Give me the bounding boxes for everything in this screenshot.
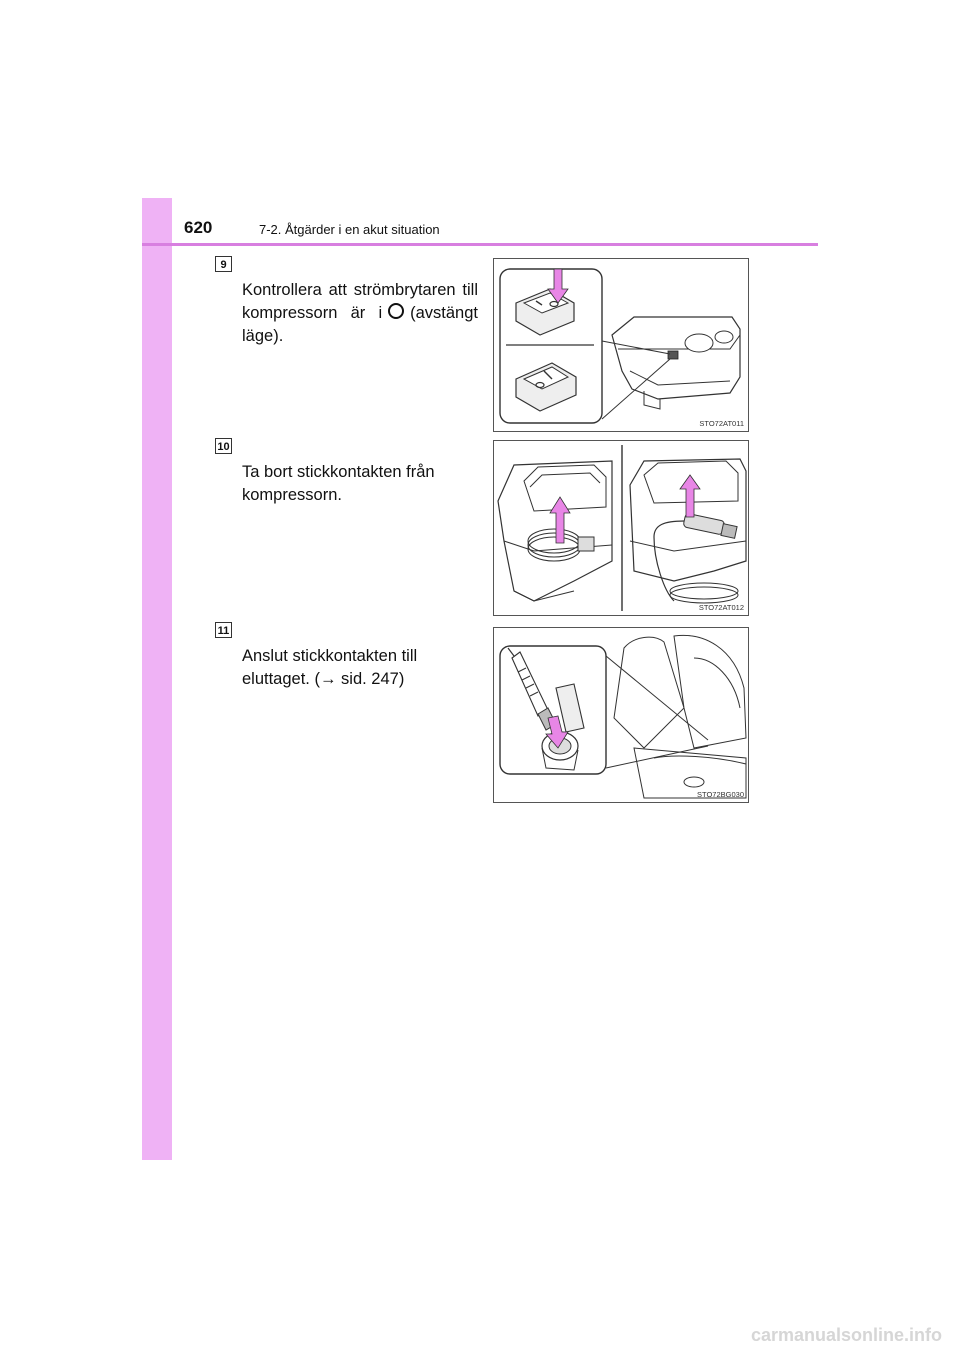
- figure-code: STO72AT011: [699, 419, 744, 428]
- step-text: [242, 279, 478, 348]
- step-number: 9: [215, 256, 232, 272]
- page-number: 620: [184, 218, 213, 237]
- compressor-switch-illustration: [494, 259, 749, 432]
- step-text-before: Kontrollera att strömbrytaren till kompressorn är i: [242, 281, 478, 322]
- figure-code: STO72BG030: [697, 790, 744, 799]
- step-text: Anslut stickkontakten till eluttaget. (→ sid. 247): [242, 647, 418, 688]
- page-header: [142, 198, 818, 246]
- remove-plug-illustration: [494, 441, 749, 616]
- off-circle-icon: [388, 303, 404, 319]
- step-text-after: (avstängt läge).: [242, 304, 478, 345]
- figure-compressor-switch: [493, 258, 749, 432]
- footer-watermark: carmanualsonline.info: [750, 1325, 942, 1345]
- step-number: 11: [215, 622, 232, 638]
- section-title: 7-2. Åtgärder i en akut situation: [259, 222, 440, 237]
- figure-code: STO72AT012: [698, 603, 744, 612]
- step-10: [215, 438, 485, 598]
- header-rule: [142, 243, 818, 246]
- step-9: [215, 256, 485, 416]
- step-text: Ta bort stickkontakten från kompressorn.: [242, 463, 435, 504]
- chapter-side-band: [142, 198, 172, 1160]
- figure-remove-plug: [493, 440, 749, 616]
- figure-connect-plug: [493, 627, 749, 803]
- connect-plug-illustration: [494, 628, 749, 803]
- step-number: 10: [215, 438, 232, 454]
- step-11: [215, 622, 485, 782]
